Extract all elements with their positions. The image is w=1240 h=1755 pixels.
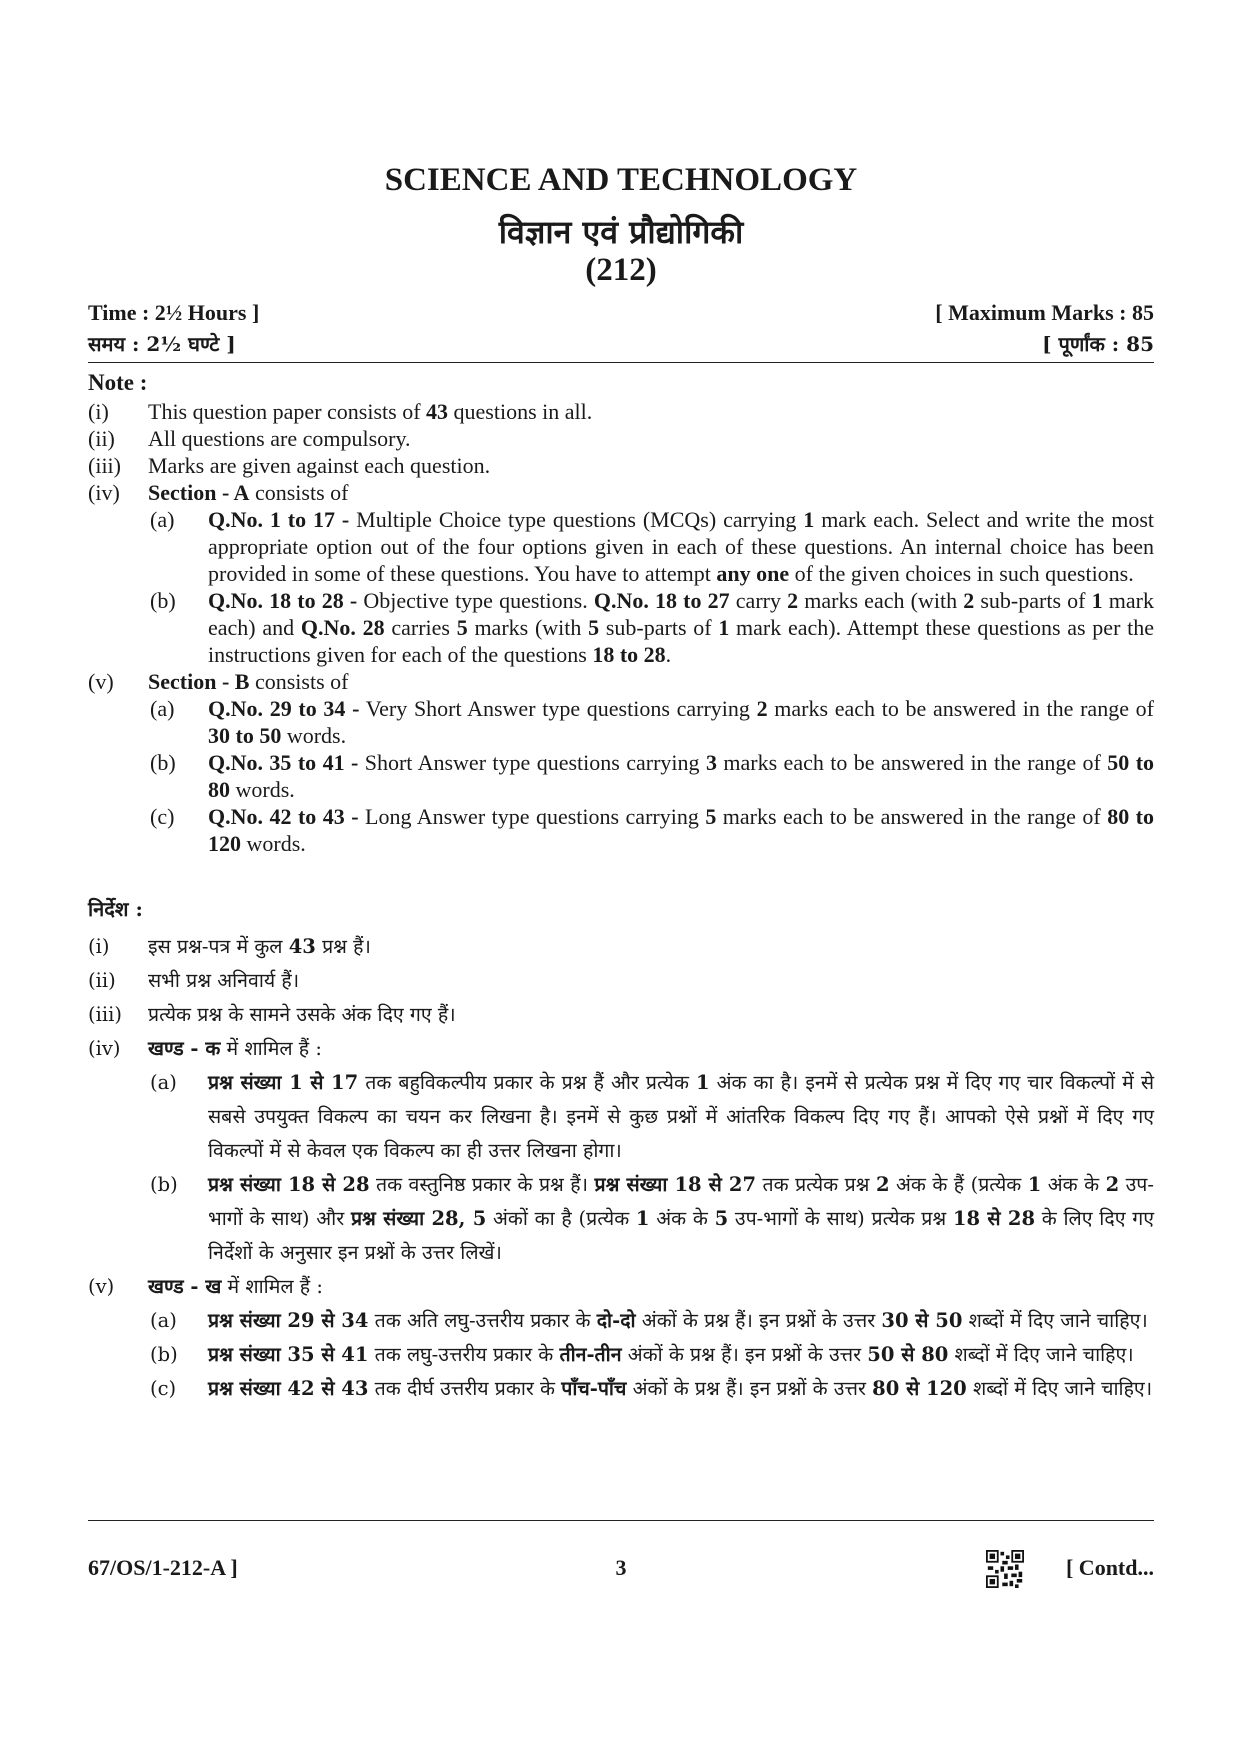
item-number: (iii) xyxy=(88,1003,122,1026)
page-number: 3 xyxy=(615,1555,627,1580)
item-number: (v) xyxy=(88,669,114,694)
header-divider xyxy=(88,362,1154,363)
item-text: All questions are compulsory. xyxy=(148,426,411,451)
subitem-text: Q.No. 1 to 17 - Multiple Choice type questions (MCQs) carrying 1 mark each. Select and write the most appropriate option out of the four options given in each of these questions. An internal choice has been provided in some of these questions. You have to attempt any one of the given choices in such questions. xyxy=(208,507,1154,586)
note-item-en xyxy=(88,668,1154,695)
note-subitem-en xyxy=(88,506,1154,587)
note-item-en xyxy=(88,452,1154,479)
subitem-text: Q.No. 29 to 34 - Very Short Answer type questions carrying 2 marks each to be answered in the range of 30 to 50 words. xyxy=(208,696,1154,748)
item-number: (iv) xyxy=(88,480,120,505)
note-subitem-hi xyxy=(88,1372,1154,1406)
subitem-number: (b) xyxy=(150,588,176,613)
note-item-en xyxy=(88,479,1154,506)
subitem-number: (b) xyxy=(150,1173,178,1196)
note-heading: Note : xyxy=(88,370,148,395)
note-item-hi xyxy=(88,1032,1154,1066)
note-item-hi xyxy=(88,998,1154,1032)
note-subitem-en xyxy=(88,695,1154,749)
subitem-number: (a) xyxy=(150,1071,177,1094)
exam-page xyxy=(88,0,1154,1755)
paper-title-english: SCIENCE AND TECHNOLOGY xyxy=(384,162,858,198)
item-text: इस प्रश्न-पत्र में कुल 43 प्रश्न हैं। xyxy=(148,935,371,958)
subitem-number: (a) xyxy=(150,1309,177,1332)
paper-title-hindi: विज्ञान एवं प्रौद्योगिकी xyxy=(498,213,744,251)
subitem-text: Q.No. 35 to 41 - Short Answer type questions carrying 3 marks each to be answered in the range of 50 to 80 words. xyxy=(208,750,1155,802)
time-hindi: समय : 2½ घण्टे ] xyxy=(88,332,236,356)
item-number: (ii) xyxy=(88,969,116,992)
note-hindi-list xyxy=(88,930,1154,1406)
nirdesh-heading: निर्देश : xyxy=(88,897,143,921)
item-text: Section - B consists of xyxy=(148,669,349,694)
subitem-text: प्रश्न संख्या 1 से 17 तक बहुविकल्पीय प्रकार के प्रश्न हैं और प्रत्येक 1 अंक का है। इनमें से प्रत्येक प्रश्न में दिए गए चार विकल्पों में से सबसे उपयुक्त विकल्प का चयन कर लिखना है। इनमें से कुछ प्रश्नों में आंतरिक विकल्प दिए गए हैं। आपको ऐसे प्रश्नों में दिए गए विकल्पों में से केवल एक विकल्प का ही उत्तर लिखना होगा। xyxy=(208,1071,1155,1162)
item-text: Marks are given against each question. xyxy=(148,453,491,478)
subitem-text: प्रश्न संख्या 35 से 41 तक लघु-उत्तरीय प्रकार के तीन-तीन अंकों के प्रश्न हैं। इन प्रश्नों के उत्तर 50 से 80 शब्दों में दिए जाने चाहिए। xyxy=(208,1343,1134,1366)
subitem-number: (b) xyxy=(150,1343,178,1366)
item-number: (iii) xyxy=(88,453,121,478)
item-text: सभी प्रश्न अनिवार्य हैं। xyxy=(148,969,300,992)
max-marks-hindi: [ पूर्णांक : 85 xyxy=(1042,332,1154,356)
note-item-en xyxy=(88,425,1154,452)
item-number: (i) xyxy=(88,935,110,958)
item-text: प्रत्येक प्रश्न के सामने उसके अंक दिए गए हैं। xyxy=(148,1003,456,1026)
subitem-text: प्रश्न संख्या 29 से 34 तक अति लघु-उत्तरीय प्रकार के दो-दो अंकों के प्रश्न हैं। इन प्रश्नों के उत्तर 30 से 50 शब्दों में दिए जाने चाहिए। xyxy=(208,1309,1148,1332)
note-subitem-en xyxy=(88,803,1154,857)
note-item-hi xyxy=(88,1270,1154,1304)
item-number: (iv) xyxy=(88,1037,121,1060)
subitem-number: (b) xyxy=(150,750,176,775)
subitem-text: प्रश्न संख्या 18 से 28 तक वस्तुनिष्ठ प्रकार के प्रश्न हैं। प्रश्न संख्या 18 से 27 तक प्रत्येक प्रश्न 2 अंक के हैं (प्रत्येक 1 अंक के 2 उप-भागों के साथ) और प्रश्न संख्या 28, 5 अंकों का है (प्रत्येक 1 अंक के 5 उप-भागों के साथ) प्रत्येक प्रश्न 18 से 28 के लिए दिए गए निर्देशों के अनुसार इन प्रश्नों के उत्तर लिखें। xyxy=(208,1173,1154,1264)
note-item-hi xyxy=(88,930,1154,964)
item-text: Section - A consists of xyxy=(148,480,349,505)
note-subitem-en xyxy=(88,749,1154,803)
paper-code: (212) xyxy=(585,252,657,288)
note-subitem-hi xyxy=(88,1338,1154,1372)
subitem-text: प्रश्न संख्या 42 से 43 तक दीर्घ उत्तरीय प्रकार के पाँच-पाँच अंकों के प्रश्न हैं। इन प्रश्नों के उत्तर 80 से 120 शब्दों में दिए जाने चाहिए। xyxy=(208,1377,1153,1400)
max-marks-english: [ Maximum Marks : 85 xyxy=(935,300,1154,325)
item-text: This question paper consists of 43 questions in all. xyxy=(148,399,593,424)
item-number: (i) xyxy=(88,399,109,424)
subitem-text: Q.No. 18 to 28 - Objective type questions. Q.No. 18 to 27 carry 2 marks each (with 2 sub-parts of 1 mark each) and Q.No. 28 carries 5 marks (with 5 sub-parts of 1 mark each). Attempt these questions as per the instructions given for each of the questions 18 to 28. xyxy=(208,588,1155,667)
item-text: खण्ड - ख में शामिल हैं : xyxy=(148,1275,323,1298)
time-english: Time : 2½ Hours ] xyxy=(88,300,260,325)
continued-label: [ Contd... xyxy=(1065,1555,1154,1580)
footer-divider xyxy=(88,1520,1154,1521)
subitem-number: (c) xyxy=(150,1377,177,1400)
item-number: (v) xyxy=(88,1275,115,1298)
subitem-number: (c) xyxy=(150,804,175,829)
subitem-text: Q.No. 42 to 43 - Long Answer type questions carrying 5 marks each to be answered in the range of 80 to 120 words. xyxy=(208,804,1155,856)
paper-code-footer: 67/OS/1-212-A ] xyxy=(88,1555,238,1580)
note-item-en xyxy=(88,398,1154,425)
item-text: खण्ड - क में शामिल हैं : xyxy=(148,1037,322,1060)
qr-code-icon xyxy=(986,1550,1024,1588)
note-subitem-hi xyxy=(88,1066,1154,1168)
note-subitem-hi xyxy=(88,1304,1154,1338)
note-english-list xyxy=(88,398,1154,857)
note-item-hi xyxy=(88,964,1154,998)
note-subitem-hi xyxy=(88,1168,1154,1270)
item-number: (ii) xyxy=(88,426,115,451)
subitem-number: (a) xyxy=(150,507,175,532)
subitem-number: (a) xyxy=(150,696,175,721)
note-subitem-en xyxy=(88,587,1154,668)
